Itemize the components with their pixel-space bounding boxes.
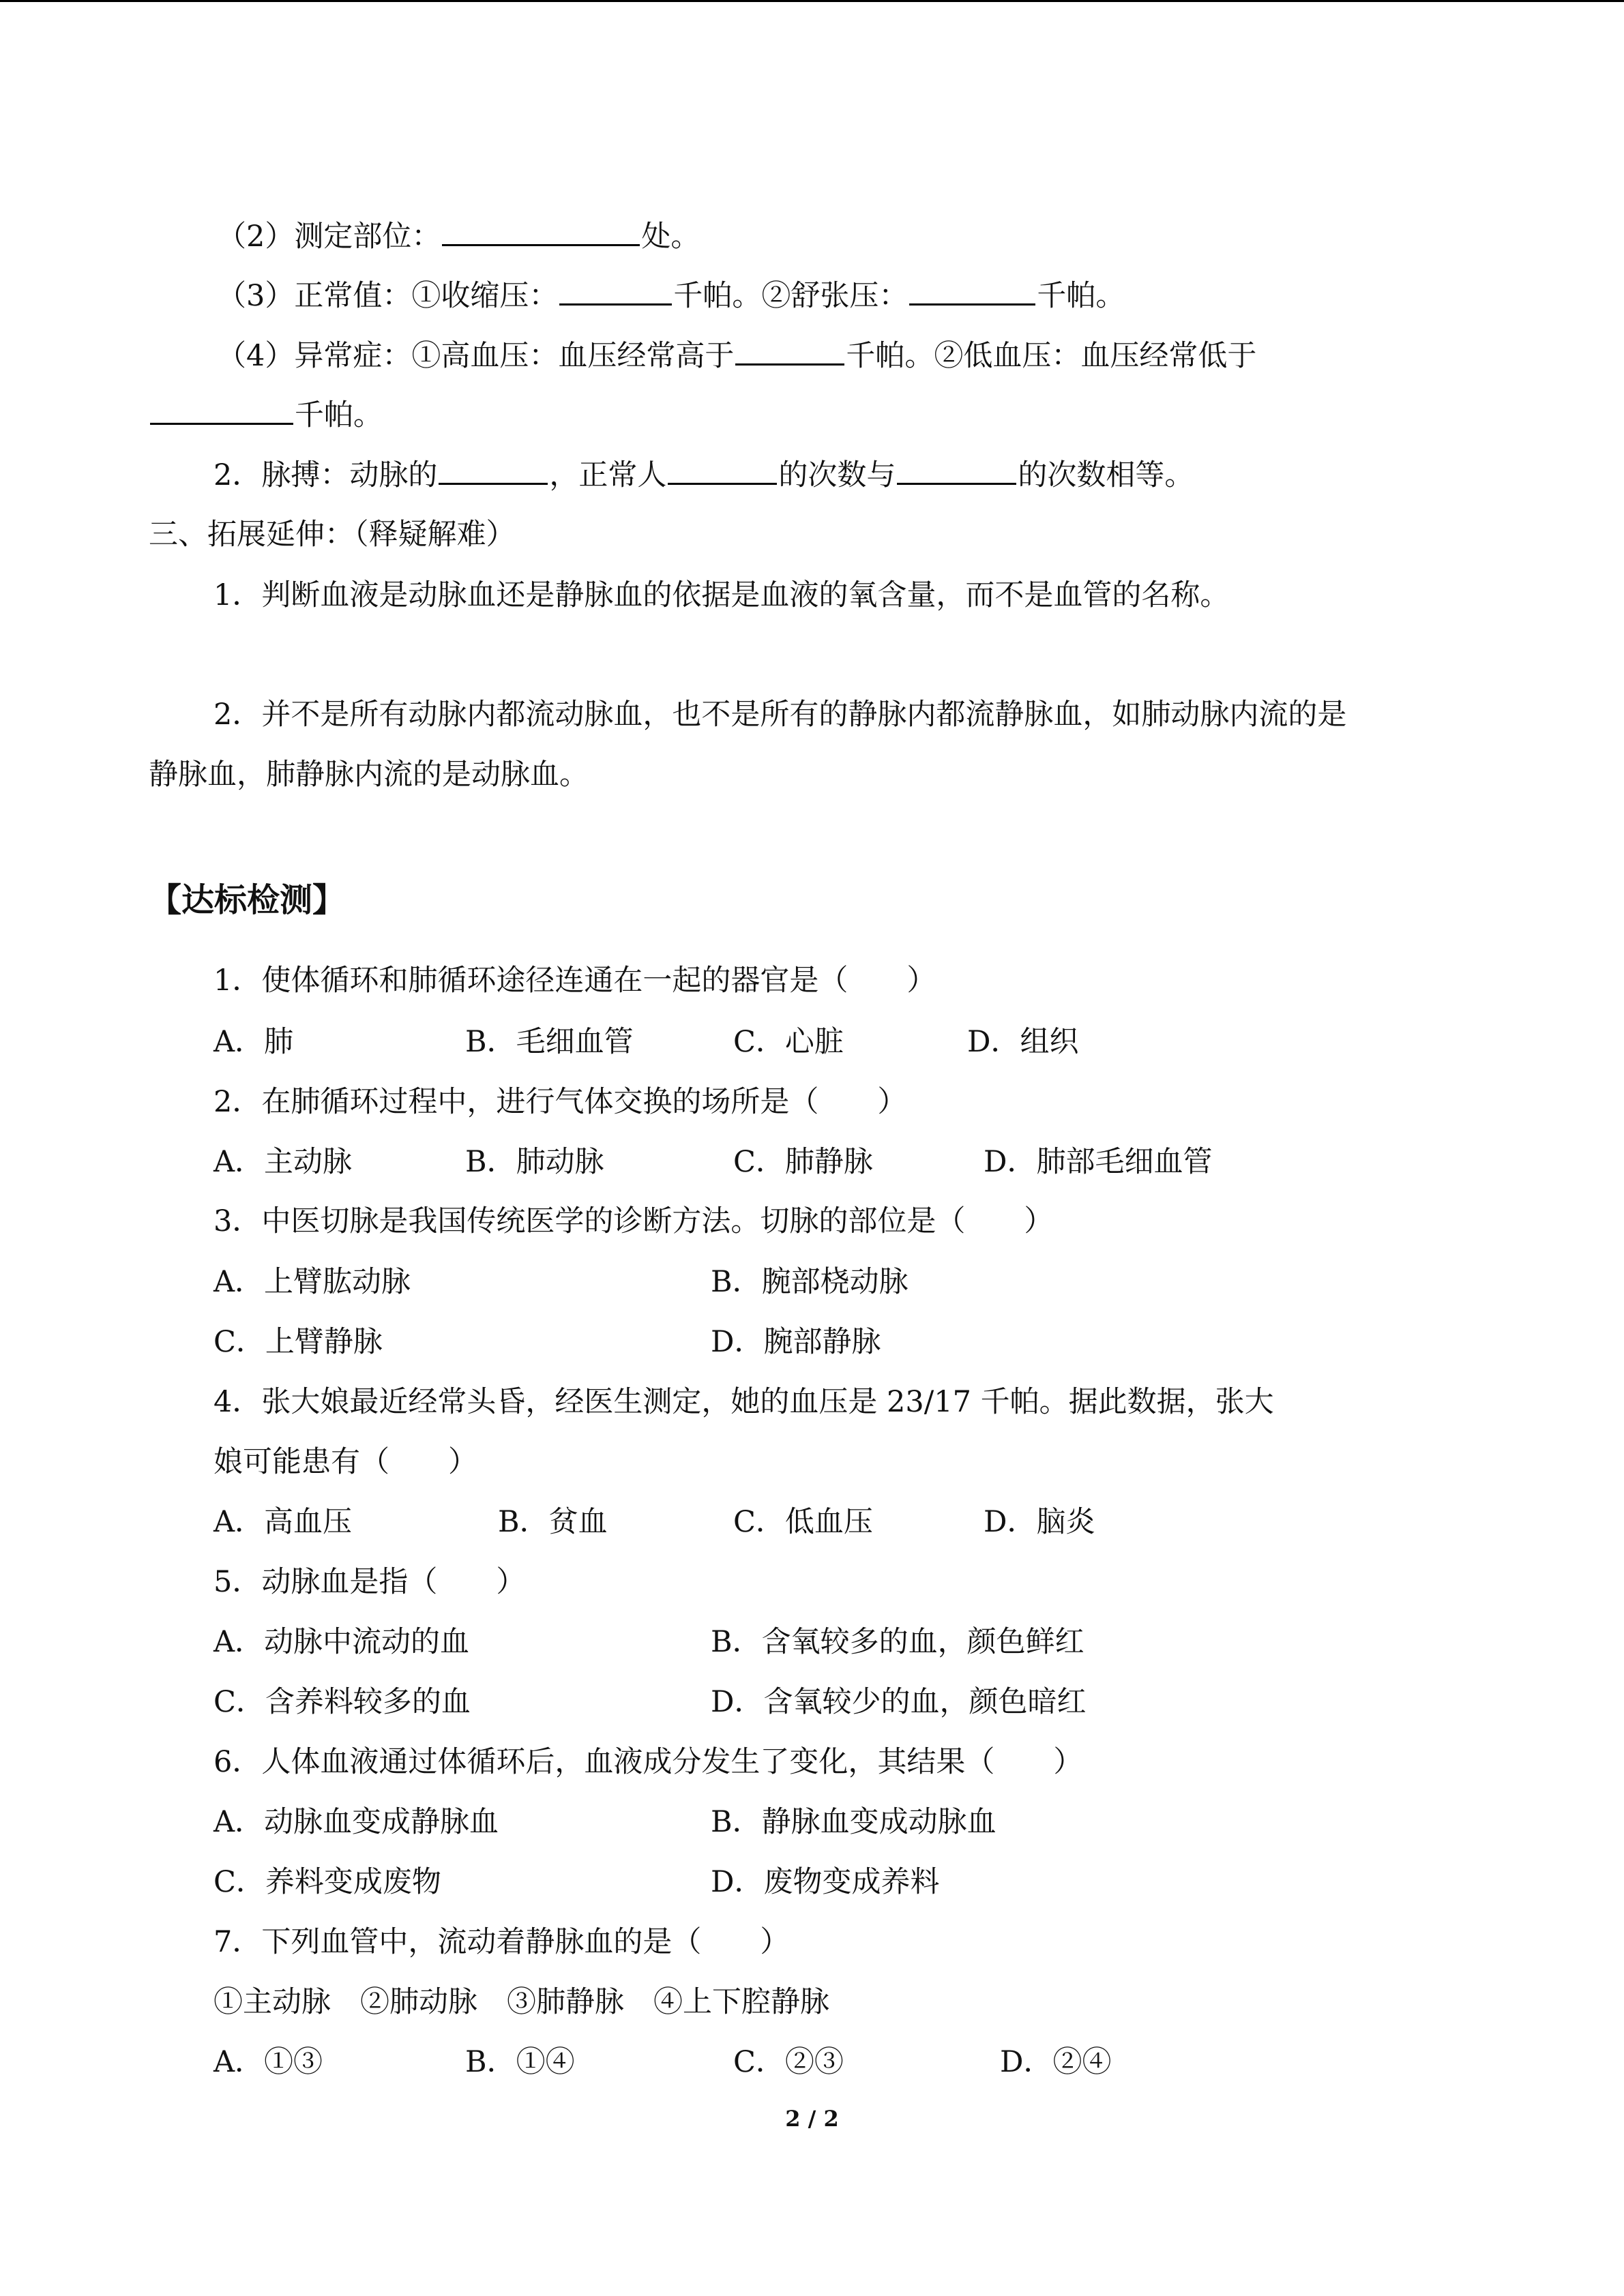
q6-stem: 6．人体血液通过体循环后，血液成分发生了变化，其结果（ ） xyxy=(213,1745,1083,1779)
q1-option-b[interactable]: B．毛细血管 xyxy=(465,1025,634,1059)
fill-blank[interactable] xyxy=(442,217,640,246)
q3-stem: 3．中医切脉是我国传统医学的诊断方法。切脉的部位是（ ） xyxy=(213,1204,1054,1238)
fill-blank[interactable] xyxy=(735,336,844,366)
top-border xyxy=(0,0,1624,2)
q1-option-c[interactable]: C．心脏 xyxy=(733,1025,844,1059)
q5-stem: 5．动脉血是指（ ） xyxy=(213,1565,526,1599)
q6-option-a[interactable]: A．动脉血变成静脉血 xyxy=(213,1805,499,1839)
q7-option-d[interactable]: D．②④ xyxy=(1000,2045,1112,2079)
q3-option-c[interactable]: C．上臂静脉 xyxy=(213,1325,383,1359)
q4-option-d[interactable]: D．脑炎 xyxy=(984,1505,1095,1539)
page-number: 2 / 2 xyxy=(785,2106,839,2132)
q5-option-a[interactable]: A．动脉中流动的血 xyxy=(213,1625,470,1659)
q2-stem: 2．在肺循环过程中，进行气体交换的场所是（ ） xyxy=(213,1085,907,1119)
q5-option-d[interactable]: D．含氧较少的血，颜色暗红 xyxy=(711,1685,1087,1719)
q7-option-a[interactable]: A．①③ xyxy=(213,2045,323,2079)
bp-item-4: （4）异常症：①高血压：血压经常高于 千帕。②低血压：血压经常低于 xyxy=(217,336,1256,375)
q3-option-a[interactable]: A．上臂肱动脉 xyxy=(213,1265,411,1299)
q2-option-d[interactable]: D．肺部毛细血管 xyxy=(984,1145,1213,1179)
extension-point-1: 1．判断血液是动脉血还是静脉血的依据是血液的氧含量，而不是血管的名称。 xyxy=(213,578,1230,612)
quiz-title: 【达标检测】 xyxy=(149,881,346,919)
q7-option-b[interactable]: B．①④ xyxy=(465,2045,575,2079)
q2-option-c[interactable]: C．肺静脉 xyxy=(733,1145,873,1179)
fill-blank[interactable] xyxy=(897,456,1016,485)
bp-item-2: （2）测定部位： 处。 xyxy=(217,217,700,256)
q6-option-d[interactable]: D．废物变成养料 xyxy=(711,1865,940,1899)
q1-option-d[interactable]: D．组织 xyxy=(967,1025,1079,1059)
q2-option-b[interactable]: B．肺动脉 xyxy=(465,1145,604,1179)
extension-heading: 三、拓展延伸：（释疑解难） xyxy=(149,518,516,552)
q3-option-b[interactable]: B．腕部桡动脉 xyxy=(711,1265,909,1299)
fill-blank[interactable] xyxy=(150,396,293,425)
q4-option-c[interactable]: C．低血压 xyxy=(733,1505,873,1539)
q7-items: ①主动脉 ②肺动脉 ③肺静脉 ④上下腔静脉 xyxy=(213,1985,829,2019)
extension-point-2-line-1: 2．并不是所有动脉内都流动脉血，也不是所有的静脉内都流静脉血，如肺动脉内流的是 xyxy=(213,698,1347,732)
bp-item-3: （3）正常值：①收缩压： 千帕。②舒张压： 千帕。 xyxy=(217,276,1125,315)
q5-option-c[interactable]: C．含养料较多的血 xyxy=(213,1685,471,1719)
q1-stem: 1．使体循环和肺循环途径连通在一起的器官是（ ） xyxy=(213,964,936,998)
fill-blank[interactable] xyxy=(909,276,1035,305)
q4-option-a[interactable]: A．高血压 xyxy=(213,1505,353,1539)
q7-stem: 7．下列血管中，流动着静脉血的是（ ） xyxy=(213,1925,790,1959)
fill-blank[interactable] xyxy=(559,276,672,305)
q4-option-b[interactable]: B．贫血 xyxy=(498,1505,608,1539)
q6-option-c[interactable]: C．养料变成废物 xyxy=(213,1865,441,1899)
fill-blank[interactable] xyxy=(439,456,548,485)
q2-option-a[interactable]: A．主动脉 xyxy=(213,1145,353,1179)
extension-point-2-line-2: 静脉血，肺静脉内流的是动脉血。 xyxy=(149,758,589,792)
q5-option-b[interactable]: B．含氧较多的血，颜色鲜红 xyxy=(711,1625,1084,1659)
pulse-line: 2．脉搏：动脉的 ，正常人 的次数与 的次数相等。 xyxy=(213,456,1194,494)
q6-option-b[interactable]: B．静脉血变成动脉血 xyxy=(711,1805,996,1839)
q7-option-c[interactable]: C．②③ xyxy=(733,2045,844,2079)
q4-stem-line-1: 4．张大娘最近经常头昏，经医生测定，她的血压是 23/17 千帕。据此数据，张大 xyxy=(213,1385,1274,1419)
q4-stem-line-2: 娘可能患有（ ） xyxy=(213,1445,477,1479)
q1-option-a[interactable]: A．肺 xyxy=(213,1025,294,1059)
fill-blank[interactable] xyxy=(668,456,777,485)
bp-item-4-cont: 千帕。 xyxy=(149,396,383,434)
q3-option-d[interactable]: D．腕部静脉 xyxy=(711,1325,881,1359)
